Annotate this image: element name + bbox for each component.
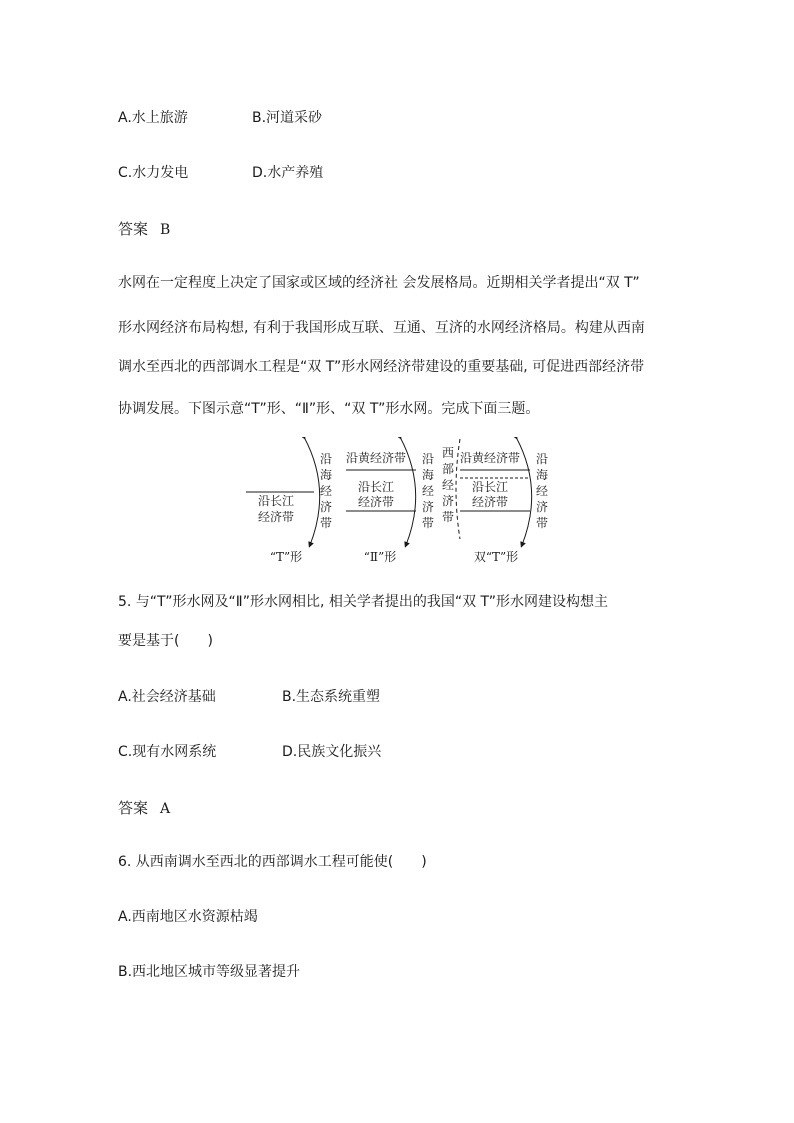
t-coastal-char-3: 经	[319, 484, 333, 498]
q4-option-a: A.水上旅游	[118, 110, 188, 126]
material-line-4: 协调发展。下图示意“T”形、“Ⅱ”形、“双 T”形水网。完成下面三题。	[118, 401, 540, 417]
answer-value: A	[160, 801, 171, 817]
double-t-shape-diagram	[442, 437, 548, 564]
q5-stem-line-2: 要是基于( )	[118, 633, 213, 649]
answer-4	[118, 218, 170, 241]
answer-value: B	[160, 222, 171, 238]
answer-label: 答案	[118, 799, 149, 817]
material-line-1: 水网在一定程度上决定了国家或区域的经济社 会发展格局。近期相关学者提出“双 T”	[118, 275, 640, 291]
double-t-yellow-label: 沿黄经济带	[459, 451, 521, 465]
t-shape-diagram	[246, 437, 332, 564]
q5-option-a: A.社会经济基础	[118, 689, 216, 705]
water-network-diagram	[240, 437, 560, 569]
q4-option-c: C.水力发电	[118, 165, 189, 181]
material-line-2: 形水网经济布局构想, 有利于我国形成互联、互通、互济的水网经济格局。构建从西南	[118, 320, 645, 336]
pi-coastal-char-5: 带	[421, 516, 435, 530]
double-t-coastal-char-5: 带	[535, 516, 549, 530]
pi-yangtze-label-2: 经济带	[357, 495, 395, 509]
t-coastal-char-2: 海	[319, 468, 333, 482]
t-caption: “T”形	[269, 550, 303, 564]
double-t-coastal-char-1: 沿	[535, 452, 549, 466]
q5-stem-line-1: 5. 与“T”形水网及“Ⅱ”形水网相比, 相关学者提出的我国“双 T”形水网建设构想主	[118, 594, 609, 610]
double-t-coastal-char-2: 海	[535, 468, 549, 482]
q4-option-d: D.水产养殖	[252, 165, 324, 181]
t-coastal-char-1: 沿	[319, 452, 333, 466]
answer-5	[118, 797, 170, 820]
t-coastal-char-5: 带	[319, 516, 333, 530]
pi-shape-diagram	[346, 437, 434, 564]
answer-label: 答案	[118, 220, 149, 238]
double-t-western-char-2: 部	[441, 462, 455, 476]
q4-option-b: B.河道采砂	[252, 110, 323, 126]
pi-yellow-label: 沿黄经济带	[345, 451, 407, 465]
double-t-western-char-4: 济	[441, 494, 455, 508]
double-t-western-char-1: 西	[441, 446, 455, 460]
q6-stem: 6. 从西南调水至西北的西部调水工程可能使( )	[118, 854, 427, 870]
q5-option-d: D.民族文化振兴	[282, 744, 382, 760]
q5-option-b: B.生态系统重塑	[282, 689, 381, 705]
double-t-yangtze-label-1: 沿长江	[471, 480, 509, 494]
t-coastal-curve	[304, 437, 320, 545]
double-t-caption: 双“T”形	[473, 550, 519, 564]
double-t-yangtze-label-2: 经济带	[471, 495, 509, 509]
material-line-3: 调水至西北的西部调水工程是“双 T”形水网经济带建设的重要基础, 可促进西部经济带	[118, 359, 645, 375]
pi-coastal-char-1: 沿	[421, 452, 435, 466]
q5-option-c: C.现有水网系统	[118, 744, 217, 760]
q6-option-b: B.西北地区城市等级显著提升	[118, 964, 301, 980]
double-t-coastal-char-4: 济	[535, 500, 549, 514]
pi-yangtze-label-1: 沿长江	[357, 480, 395, 494]
t-coastal-char-4: 济	[319, 500, 333, 514]
t-yangtze-label-1: 沿长江	[257, 494, 295, 508]
double-t-coastal-char-3: 经	[535, 484, 549, 498]
pi-caption: “Ⅱ”形	[363, 550, 397, 564]
double-t-western-char-3: 经	[441, 478, 455, 492]
pi-coastal-char-4: 济	[421, 500, 435, 514]
pi-coastal-char-3: 经	[421, 484, 435, 498]
pi-coastal-char-2: 海	[421, 468, 435, 482]
q6-option-a: A.西南地区水资源枯竭	[118, 909, 258, 925]
double-t-western-char-5: 带	[441, 510, 455, 524]
t-yangtze-label-2: 经济带	[257, 510, 295, 524]
